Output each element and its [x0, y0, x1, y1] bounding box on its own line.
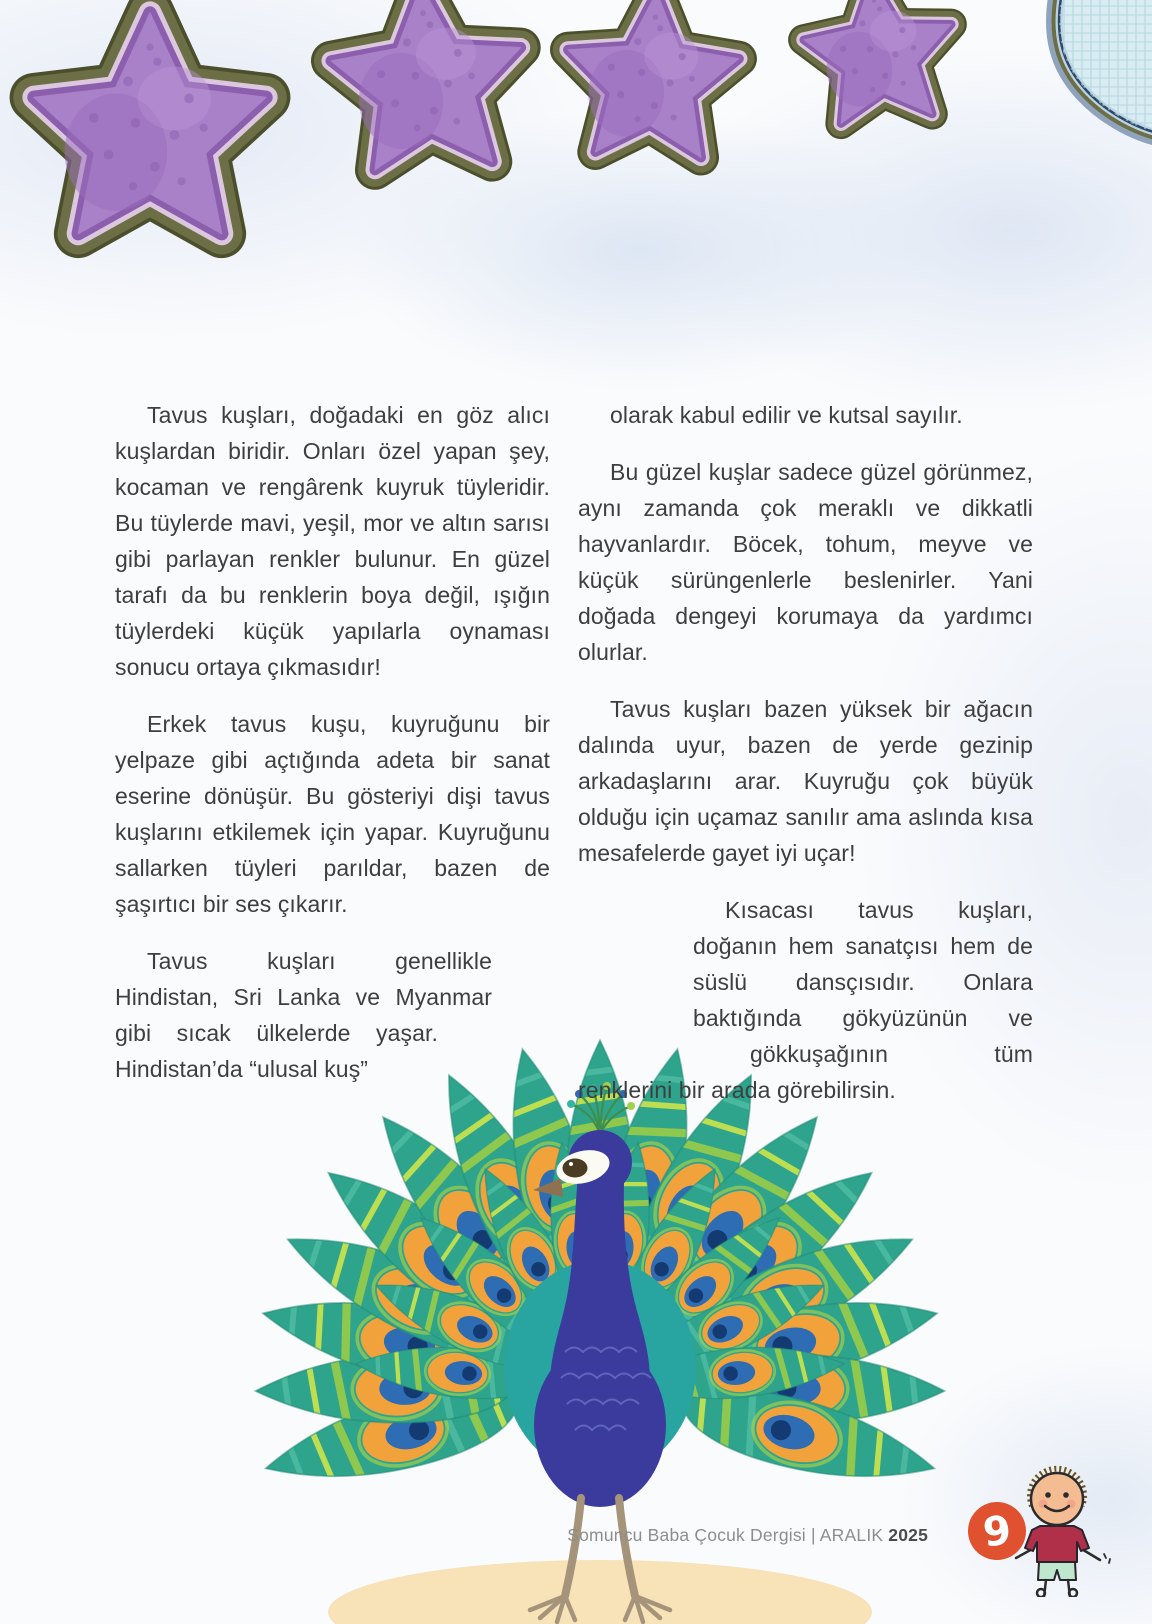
child-head: [1031, 1473, 1083, 1525]
footer: [560, 1525, 928, 1545]
hanging-star-illustration-1: [34, 13, 266, 234]
sand-mound: [328, 1560, 872, 1624]
paragraph: olarak kabul edilir ve kutsal sayılır.: [610, 402, 963, 428]
child-shirt: [1025, 1526, 1089, 1562]
paragraph: Kısacası tavus kuşları, doğanın hem sanatçısı hem de süslü dansçısıdır. Onlara baktığında gökyüzünün ve gökkuşağının tüm renklerini bir arada görebilirsin.: [578, 897, 1033, 1103]
footer-text: Somuncu Baba Çocuk Dergisi | ARALIK: [567, 1525, 884, 1545]
child-legs: [1037, 1580, 1077, 1597]
child-illustration: [1010, 1462, 1120, 1597]
child-shorts: [1038, 1562, 1076, 1580]
article-right-column: [578, 397, 1033, 1129]
paragraph: Bu güzel kuşlar sadece güzel görünmez, aynı zamanda çok meraklı ve dikkatli hayvanlardır. Böcek, tohum, meyve ve küçük sürüngenlerle beslenirler. Yani doğada dengeyi korumaya da yardımcı olurlar.: [578, 459, 1033, 665]
article-body: [115, 397, 1033, 1129]
peacock-eye: [563, 1159, 588, 1178]
paragraph: Tavus kuşları, doğadaki en göz alıcı kuşlardan biridir. Onları özel yapan şey, kocaman ve rengârenk kuyruk tüyleridir. Bu tüylerde mavi, yeşil, mor ve altın sarısı gibi parlayan renkler bulunur. En güzel tarafı da bu renklerin boya değil, ışığın tüylerdeki küçük yapılarla oynaması sonucu ortaya çıkmasıdır!: [115, 402, 550, 680]
hanging-star-illustration-4: [798, 0, 960, 127]
article-left-column: [115, 397, 550, 1129]
paragraph: Tavus kuşları genellikle Hindistan, Sri Lanka ve Myanmar gibi sıcak ülkelerde yaşar. Hindistan’da “ulusal kuş”: [115, 948, 492, 1082]
top-decorations: [0, 0, 1152, 300]
footer-year: 2025: [888, 1525, 928, 1545]
hanging-star-illustration-2: [326, 0, 528, 172]
paragraph: Erkek tavus kuşu, kuyruğunu bir yelpaze gibi açtığında adeta bir sanat eserine dönüşür. Bu gösteriyi dişi tavus kuşlarını etkilemek için yapar. Kuyruğunu sallarken tüyleri parıldar, bazen de şaşırtıcı bir ses çıkarır.: [115, 711, 550, 917]
hanging-star-illustration-3: [563, 0, 742, 159]
paragraph: Tavus kuşları bazen yüksek bir ağacın dalında uyur, bazen de yerde gezinip arkadaşlarını arar. Kuyruğu çok büyük olduğu için uçamaz sanılır ama aslında kısa mesafelerde gayet iyi uçar!: [578, 696, 1033, 866]
text-wrap-spacer: [578, 1036, 750, 1072]
text-wrap-spacer: [578, 1000, 693, 1036]
kite-corner-illustration: [1050, 0, 1152, 140]
text-wrap-spacer: [492, 979, 550, 1015]
text-wrap-spacer: [438, 1015, 550, 1051]
page-number: 9: [980, 1507, 1014, 1557]
